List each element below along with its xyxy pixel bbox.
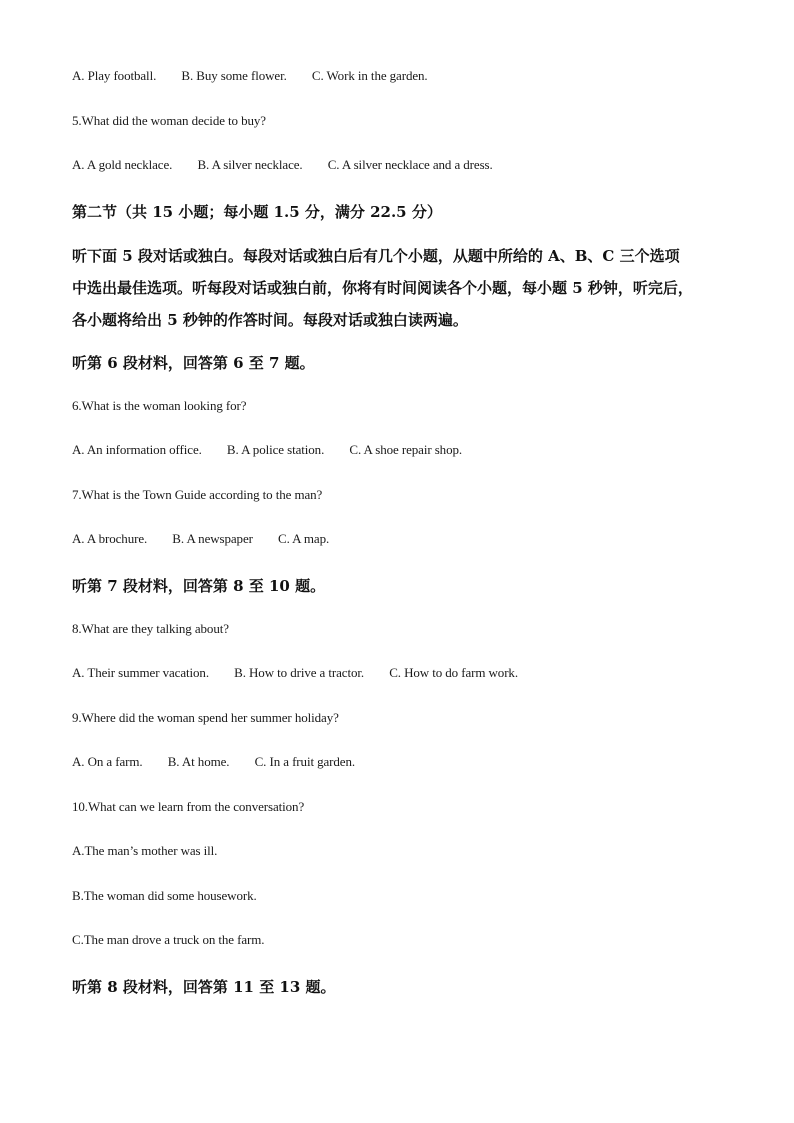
q6-option-a: A. An information office.	[72, 442, 202, 457]
q4-option-a: A. Play football.	[72, 68, 157, 83]
section2-instruction-line3: 各小题将给出 5 秒钟的作答时间。每段对话或独白读两遍。	[72, 311, 468, 329]
passage6-heading: 听第 6 段材料，回答第 6 至 7 题。	[72, 354, 315, 372]
q5-option-b: B. A silver necklace.	[197, 157, 303, 172]
q4-option-c: C. Work in the garden.	[311, 68, 428, 83]
passage8-heading: 听第 8 段材料，回答第 11 至 13 题。	[72, 978, 336, 996]
q7-option-a: A. A brochure.	[72, 531, 148, 546]
q8-options	[72, 665, 518, 681]
q5-options	[72, 157, 493, 173]
q5-question: 5.What did the woman decide to buy?	[72, 113, 266, 128]
q9-option-c: C. In a fruit garden.	[254, 754, 356, 769]
q7-option-c: C. A map.	[278, 531, 330, 546]
section2-heading: 第二节（共 15 小题；每小题 1.5 分，满分 22.5 分）	[72, 203, 442, 221]
section2-instruction-line1: 听下面 5 段对话或独白。每段对话或独白后有几个小题，从题中所给的 A、B、C 三个选项	[72, 247, 680, 265]
passage7-heading: 听第 7 段材料，回答第 8 至 10 题。	[72, 577, 326, 595]
q8-option-b: B. How to drive a tractor.	[234, 665, 365, 680]
q6-options	[72, 442, 462, 458]
q8-option-a: A. Their summer vacation.	[72, 665, 209, 680]
q10-option-a: A.The man’s mother was ill.	[72, 843, 218, 858]
q7-options	[72, 531, 329, 547]
q6-question: 6.What is the woman looking for?	[72, 398, 247, 413]
q5-option-a: A. A gold necklace.	[72, 157, 173, 172]
q5-option-c: C. A silver necklace and a dress.	[327, 157, 493, 172]
q4-option-b: B. Buy some flower.	[181, 68, 287, 83]
q8-option-c: C. How to do farm work.	[389, 665, 518, 680]
q8-question: 8.What are they talking about?	[72, 621, 229, 636]
q7-question: 7.What is the Town Guide according to the man?	[72, 487, 323, 502]
q9-option-a: A. On a farm.	[72, 754, 143, 769]
q10-question: 10.What can we learn from the conversation?	[72, 799, 305, 814]
section2-instruction-line2: 中选出最佳选项。听每段对话或独白前，你将有时间阅读各个小题，每小题 5 秒钟，听完后，	[72, 279, 693, 297]
q10-option-b: B.The woman did some housework.	[72, 888, 257, 903]
q9-option-b: B. At home.	[167, 754, 230, 769]
q9-question: 9.Where did the woman spend her summer holiday?	[72, 710, 339, 725]
q10-option-c: C.The man drove a truck on the farm.	[72, 932, 265, 947]
q9-options	[72, 754, 355, 770]
q7-option-b: B. A newspaper	[172, 531, 253, 546]
q6-option-c: C. A shoe repair shop.	[349, 442, 463, 457]
q4-options	[72, 68, 428, 84]
q6-option-b: B. A police station.	[226, 442, 325, 457]
